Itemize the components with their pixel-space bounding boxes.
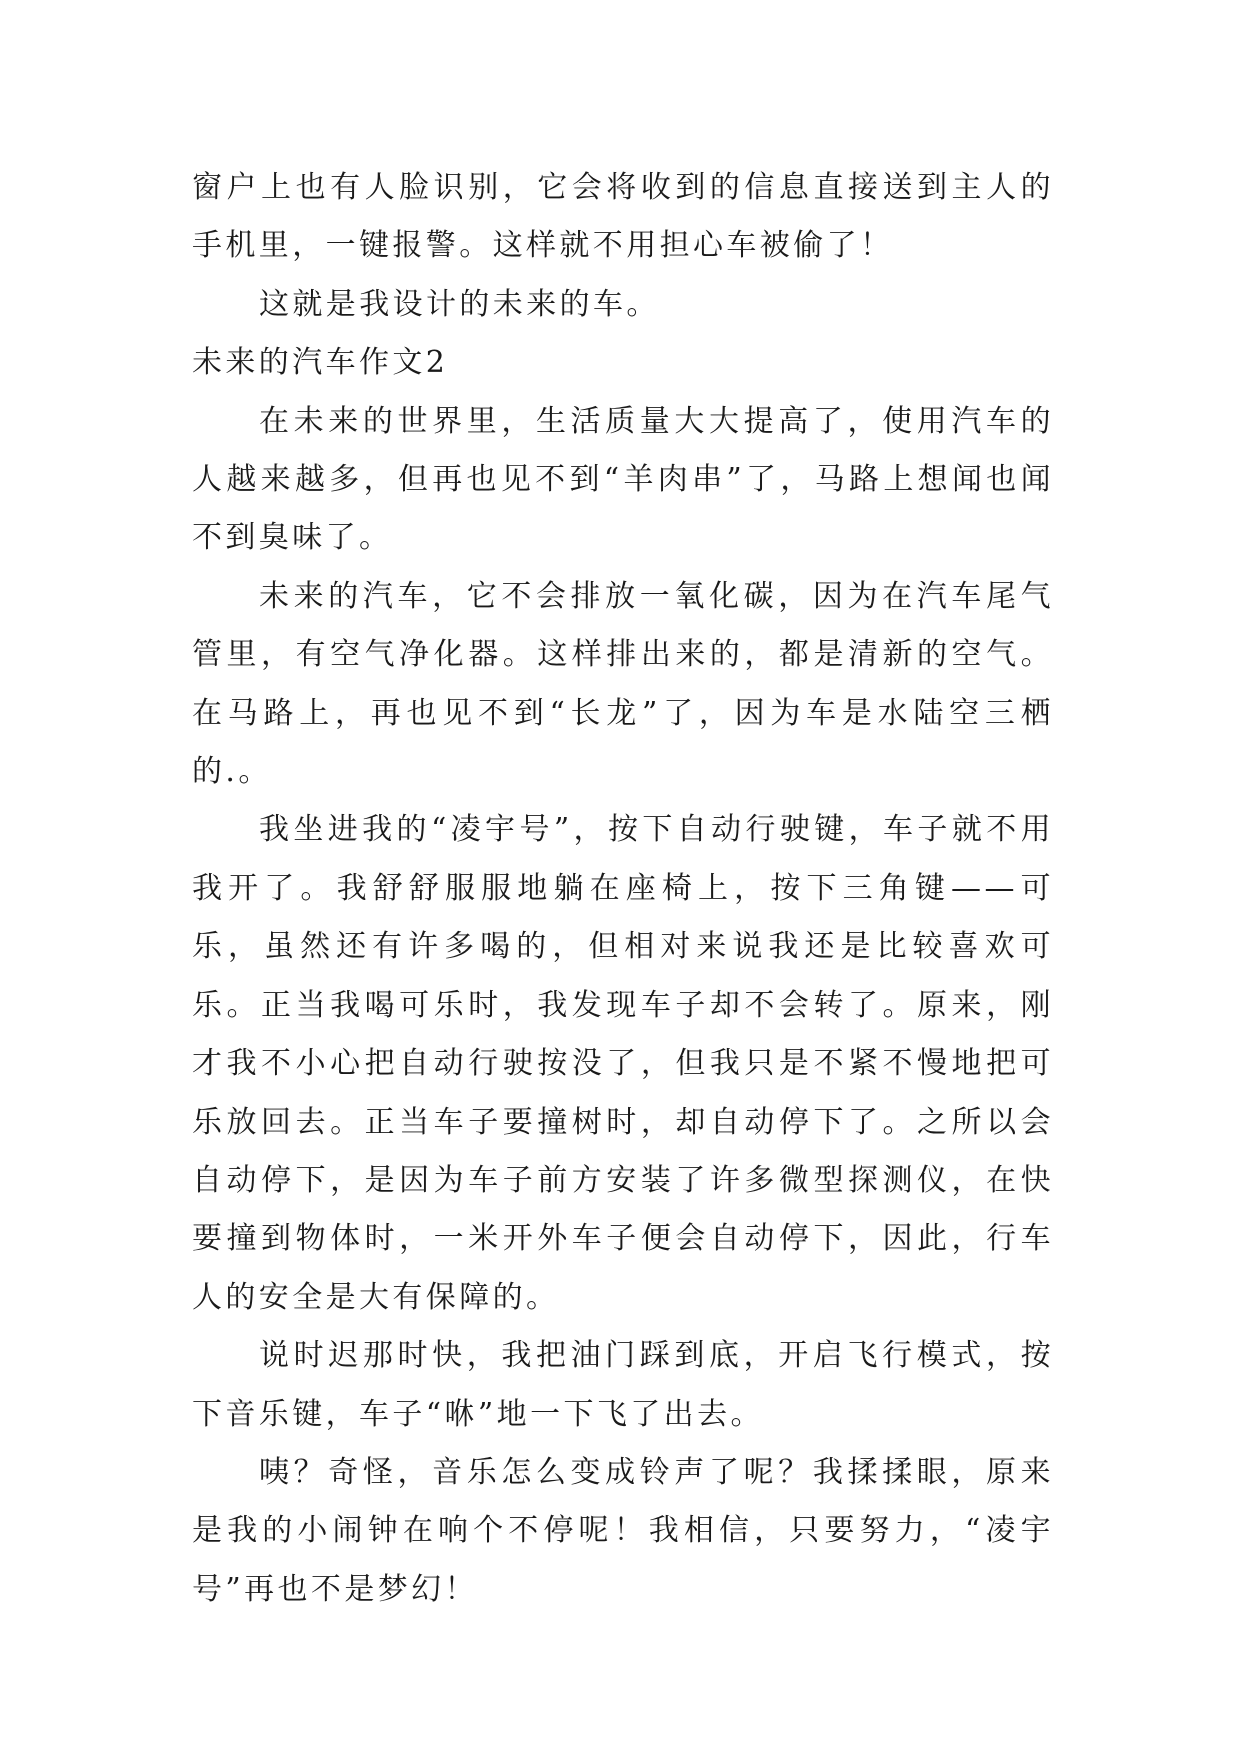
paragraph: 说时迟那时快，我把油门踩到底，开启飞行模式，按下音乐键，车子“咻”地一下飞了出去。 [192,1338,1054,1432]
paragraph: 在未来的世界里，生活质量大大提高了，使用汽车的人越来越多，但再也见不到“羊肉串”了，马路上想闻也闻不到臭味了。 [192,403,1054,556]
paragraph: 未来的汽车，它不会排放一氧化碳，因为在汽车尾气管里，有空气净化器。这样排出来的，都是清新的空气。在马路上，再也见不到“长龙”了，因为车是水陆空三栖的.。 [192,578,1054,790]
document-body [192,159,1054,1619]
paragraph-continued: 窗户上也有人脸识别，它会将收到的信息直接送到主人的手机里，一键报警。这样就不用担心车被偷了！ [192,170,1054,264]
paragraph-conclusion: 这就是我设计的未来的车。 [259,286,660,322]
paragraph: 咦？奇怪，音乐怎么变成铃声了呢？我揉揉眼，原来是我的小闹钟在响个不停呢！我相信，只要努力，“凌宇号”再也不是梦幻！ [192,1454,1054,1607]
paragraph: 我坐进我的“凌宇号”，按下自动行驶键，车子就不用我开了。我舒舒服服地躺在座椅上，按下三角键——可乐，虽然还有许多喝的，但相对来说我还是比较喜欢可乐。正当我喝可乐时，我发现车子却不会转了。原来，刚才我不小心把自动行驶按没了，但我只是不紧不慢地把可乐放回去。正当车子要撞树时，却自动停下了。之所以会自动停下，是因为车子前方安装了许多微型探测仪，在快要撞到物体时，一米开外车子便会自动停下，因此，行车人的安全是大有保障的。 [192,812,1054,1315]
essay-title: 未来的汽车作文2 [192,345,449,381]
